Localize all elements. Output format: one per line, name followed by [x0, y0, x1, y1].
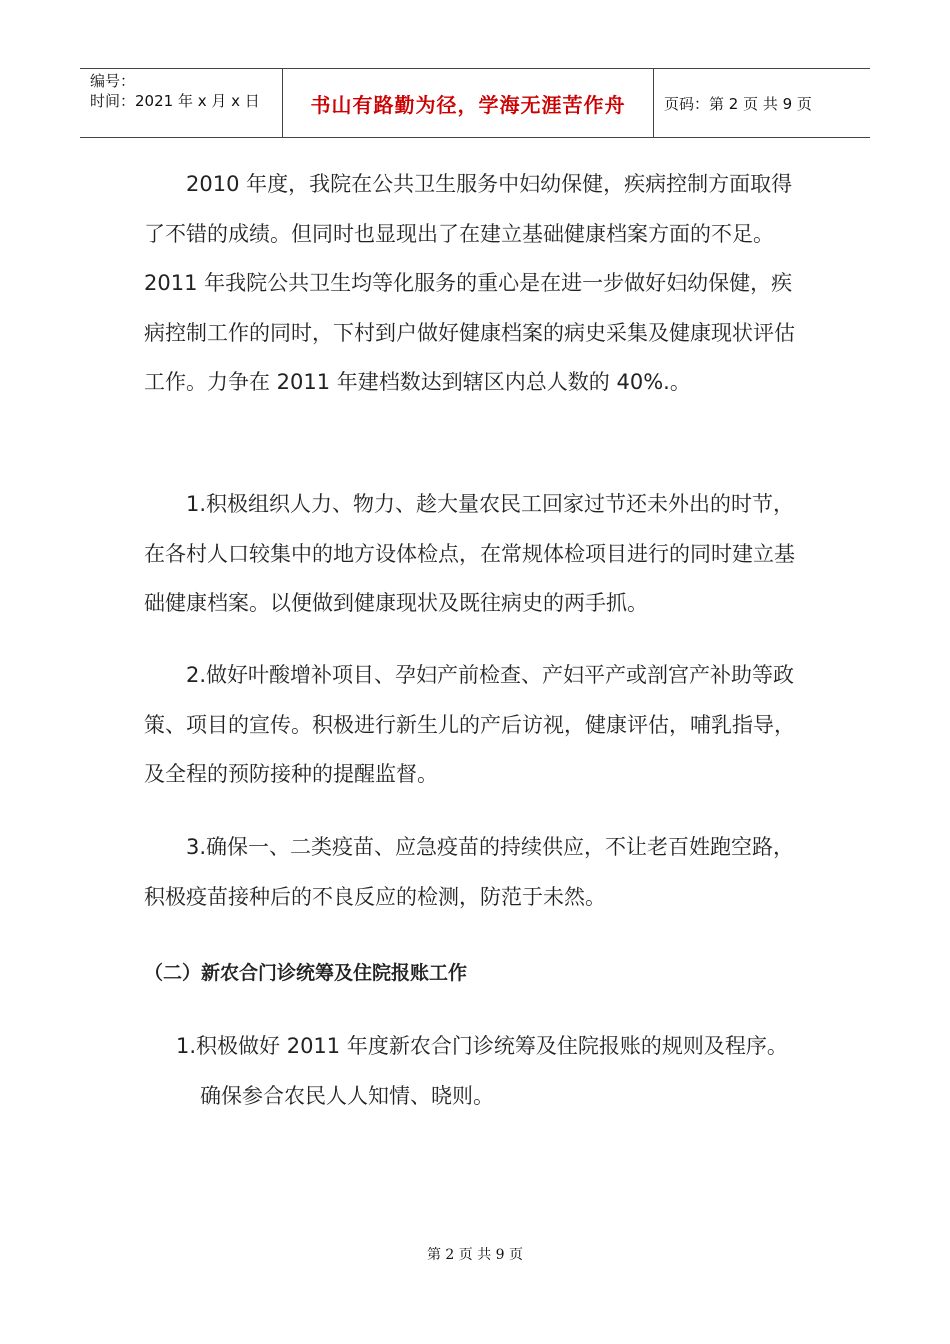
section-heading: （二）新农合门诊统筹及住院报账工作	[144, 962, 468, 984]
header-info	[80, 69, 282, 137]
header-page-label: 页码：第 2 页 共 9 页	[664, 94, 812, 113]
number-label: 编号：	[90, 72, 136, 90]
paragraph-item-2: 2.做好叶酸增补项目、孕妇产前检查、产妇平产或剖宫产补助等政策、项目的宣传。积极进行新生儿的产后访视，健康评估，哺乳指导，及全程的预防接种的提醒监督。	[144, 663, 795, 786]
paragraph-item-1: 1.积极组织人力、物力、趁大量农民工回家过节还未外出的时节，在各村人口较集中的地方设体检点，在常规体检项目进行的同时建立基础健康档案。以便做到健康现状及既往病史的两手抓。	[144, 492, 795, 615]
paragraph-item-3: 3.确保一、二类疫苗、应急疫苗的持续供应，不让老百姓跑空路，积极疫苗接种后的不良反应的检测，防范于未然。	[144, 835, 795, 909]
section2-item-1: 1.积极做好 2011 年度新农合门诊统筹及住院报账的规则及程序。	[176, 1034, 788, 1058]
paragraph-intro: 2010 年度，我院在公共卫生服务中妇幼保健，疾病控制方面取得了不错的成绩。但同时也显现出了在建立基础健康档案方面的不足。2011 年我院公共卫生均等化服务的重心是在进一步做好妇幼保健，疾病控制工作的同时，下村到户做好健康档案的病史采集及健康现状评估工作。力争在 2011 年建档数达到辖区内总人数的 40%.。	[144, 172, 795, 394]
section2-item-1-continued: 确保参合农民人人知情、晓则。	[200, 1084, 494, 1108]
page-footer: 第 2 页 共 9 页	[426, 1247, 524, 1263]
document-header	[80, 68, 870, 138]
header-motto: 书山有路勤为径，学海无涯苦作舟	[282, 69, 654, 137]
date-label: 时间：2021 年 x 月 x 日	[90, 92, 260, 110]
